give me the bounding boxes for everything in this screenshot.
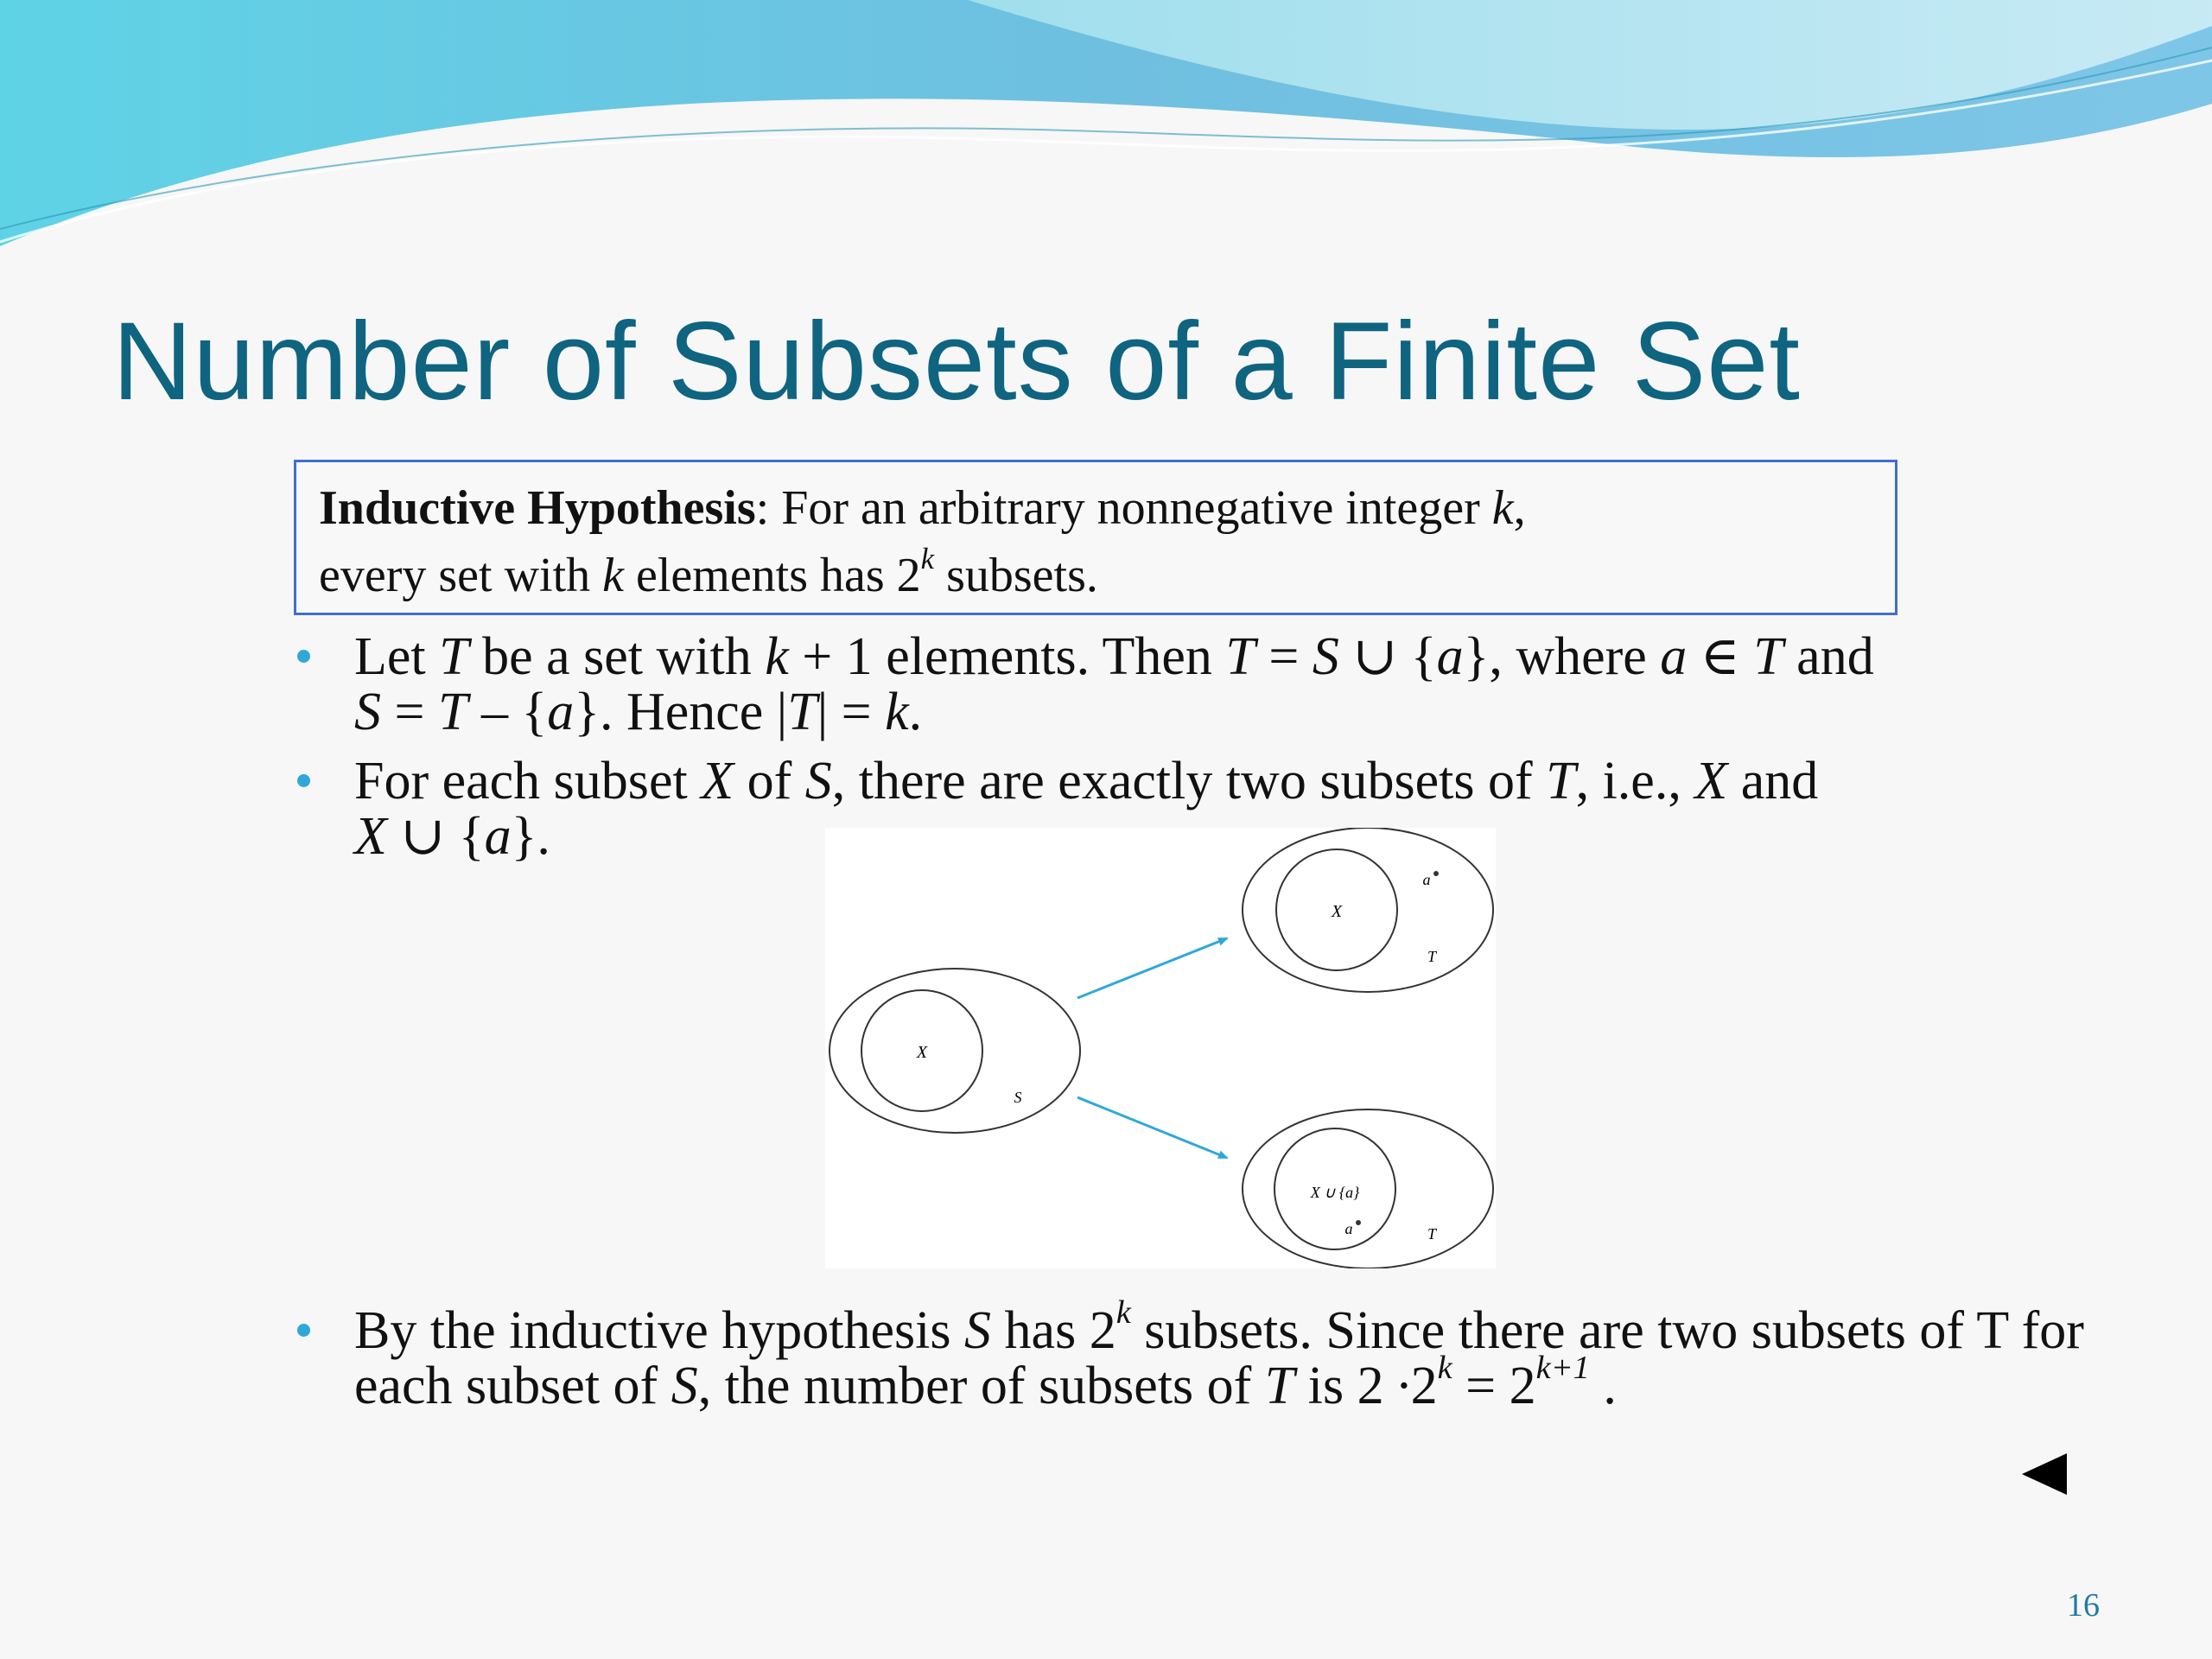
bullet-item: Let T be a set with k + 1 elements. Then T = S ∪ {a}, where a ∈ T and S = T – {a}. Hence |T| = k. bbox=[294, 629, 2091, 740]
set-t-ellipse bbox=[1243, 828, 1493, 992]
hypothesis-text: subsets. bbox=[934, 549, 1098, 602]
label-a: a bbox=[1344, 1220, 1353, 1237]
point-a bbox=[1356, 1220, 1361, 1225]
hypothesis-var: k bbox=[602, 549, 624, 602]
label-x-union-a: X ∪ {a} bbox=[1310, 1184, 1360, 1201]
hypothesis-exponent: k bbox=[920, 541, 935, 575]
hypothesis-text: : For an arbitrary nonnegative integer bbox=[755, 481, 1492, 535]
label-a: a bbox=[1422, 871, 1431, 888]
bullet-dot-icon bbox=[297, 1324, 310, 1337]
subset-diagram bbox=[825, 828, 1496, 1268]
set-s-ellipse bbox=[830, 969, 1080, 1133]
label-x: X bbox=[916, 1043, 928, 1062]
hypothesis-text: every set with bbox=[319, 549, 603, 602]
label-t: T bbox=[1427, 948, 1437, 965]
triangle-left-icon[interactable] bbox=[2022, 1452, 2069, 1497]
bullet-dot-icon bbox=[297, 650, 310, 663]
point-a bbox=[1433, 871, 1439, 876]
page-title: Number of Subsets of a Finite Set bbox=[112, 300, 1801, 423]
header-wave-decoration bbox=[0, 0, 2212, 259]
label-s: S bbox=[1014, 1089, 1022, 1106]
page-number: 16 bbox=[2067, 1587, 2100, 1624]
bullet-item: For each subset X of S, there are exactly two subsets of T, i.e., X and X ∪ {a}. bbox=[294, 753, 2091, 864]
set-s-diagram bbox=[830, 969, 1080, 1133]
hypothesis-label: Inductive Hypothesis bbox=[319, 481, 756, 535]
hypothesis-text: elements has 2 bbox=[623, 549, 921, 602]
bullet-dot-icon bbox=[297, 774, 310, 787]
set-t-ellipse bbox=[1243, 1109, 1493, 1268]
hypothesis-text: , bbox=[1513, 481, 1526, 535]
set-t-bottom-diagram bbox=[1243, 1109, 1493, 1268]
set-t-top-diagram bbox=[1243, 828, 1493, 992]
arrow-top bbox=[1077, 938, 1227, 998]
label-x: X bbox=[1331, 902, 1343, 921]
label-t: T bbox=[1427, 1225, 1437, 1243]
bullet-item: By the inductive hypothesis S has 2$^k$ subsets. Since there are two subsets of T for each subset of S, the number of subsets of T is $2 \cdot 2^k = 2^{k+1}$ . bbox=[294, 1303, 2152, 1414]
inductive-hypothesis-box bbox=[294, 460, 1897, 615]
arrow-bottom bbox=[1077, 1097, 1227, 1158]
hypothesis-var: k bbox=[1491, 481, 1514, 535]
